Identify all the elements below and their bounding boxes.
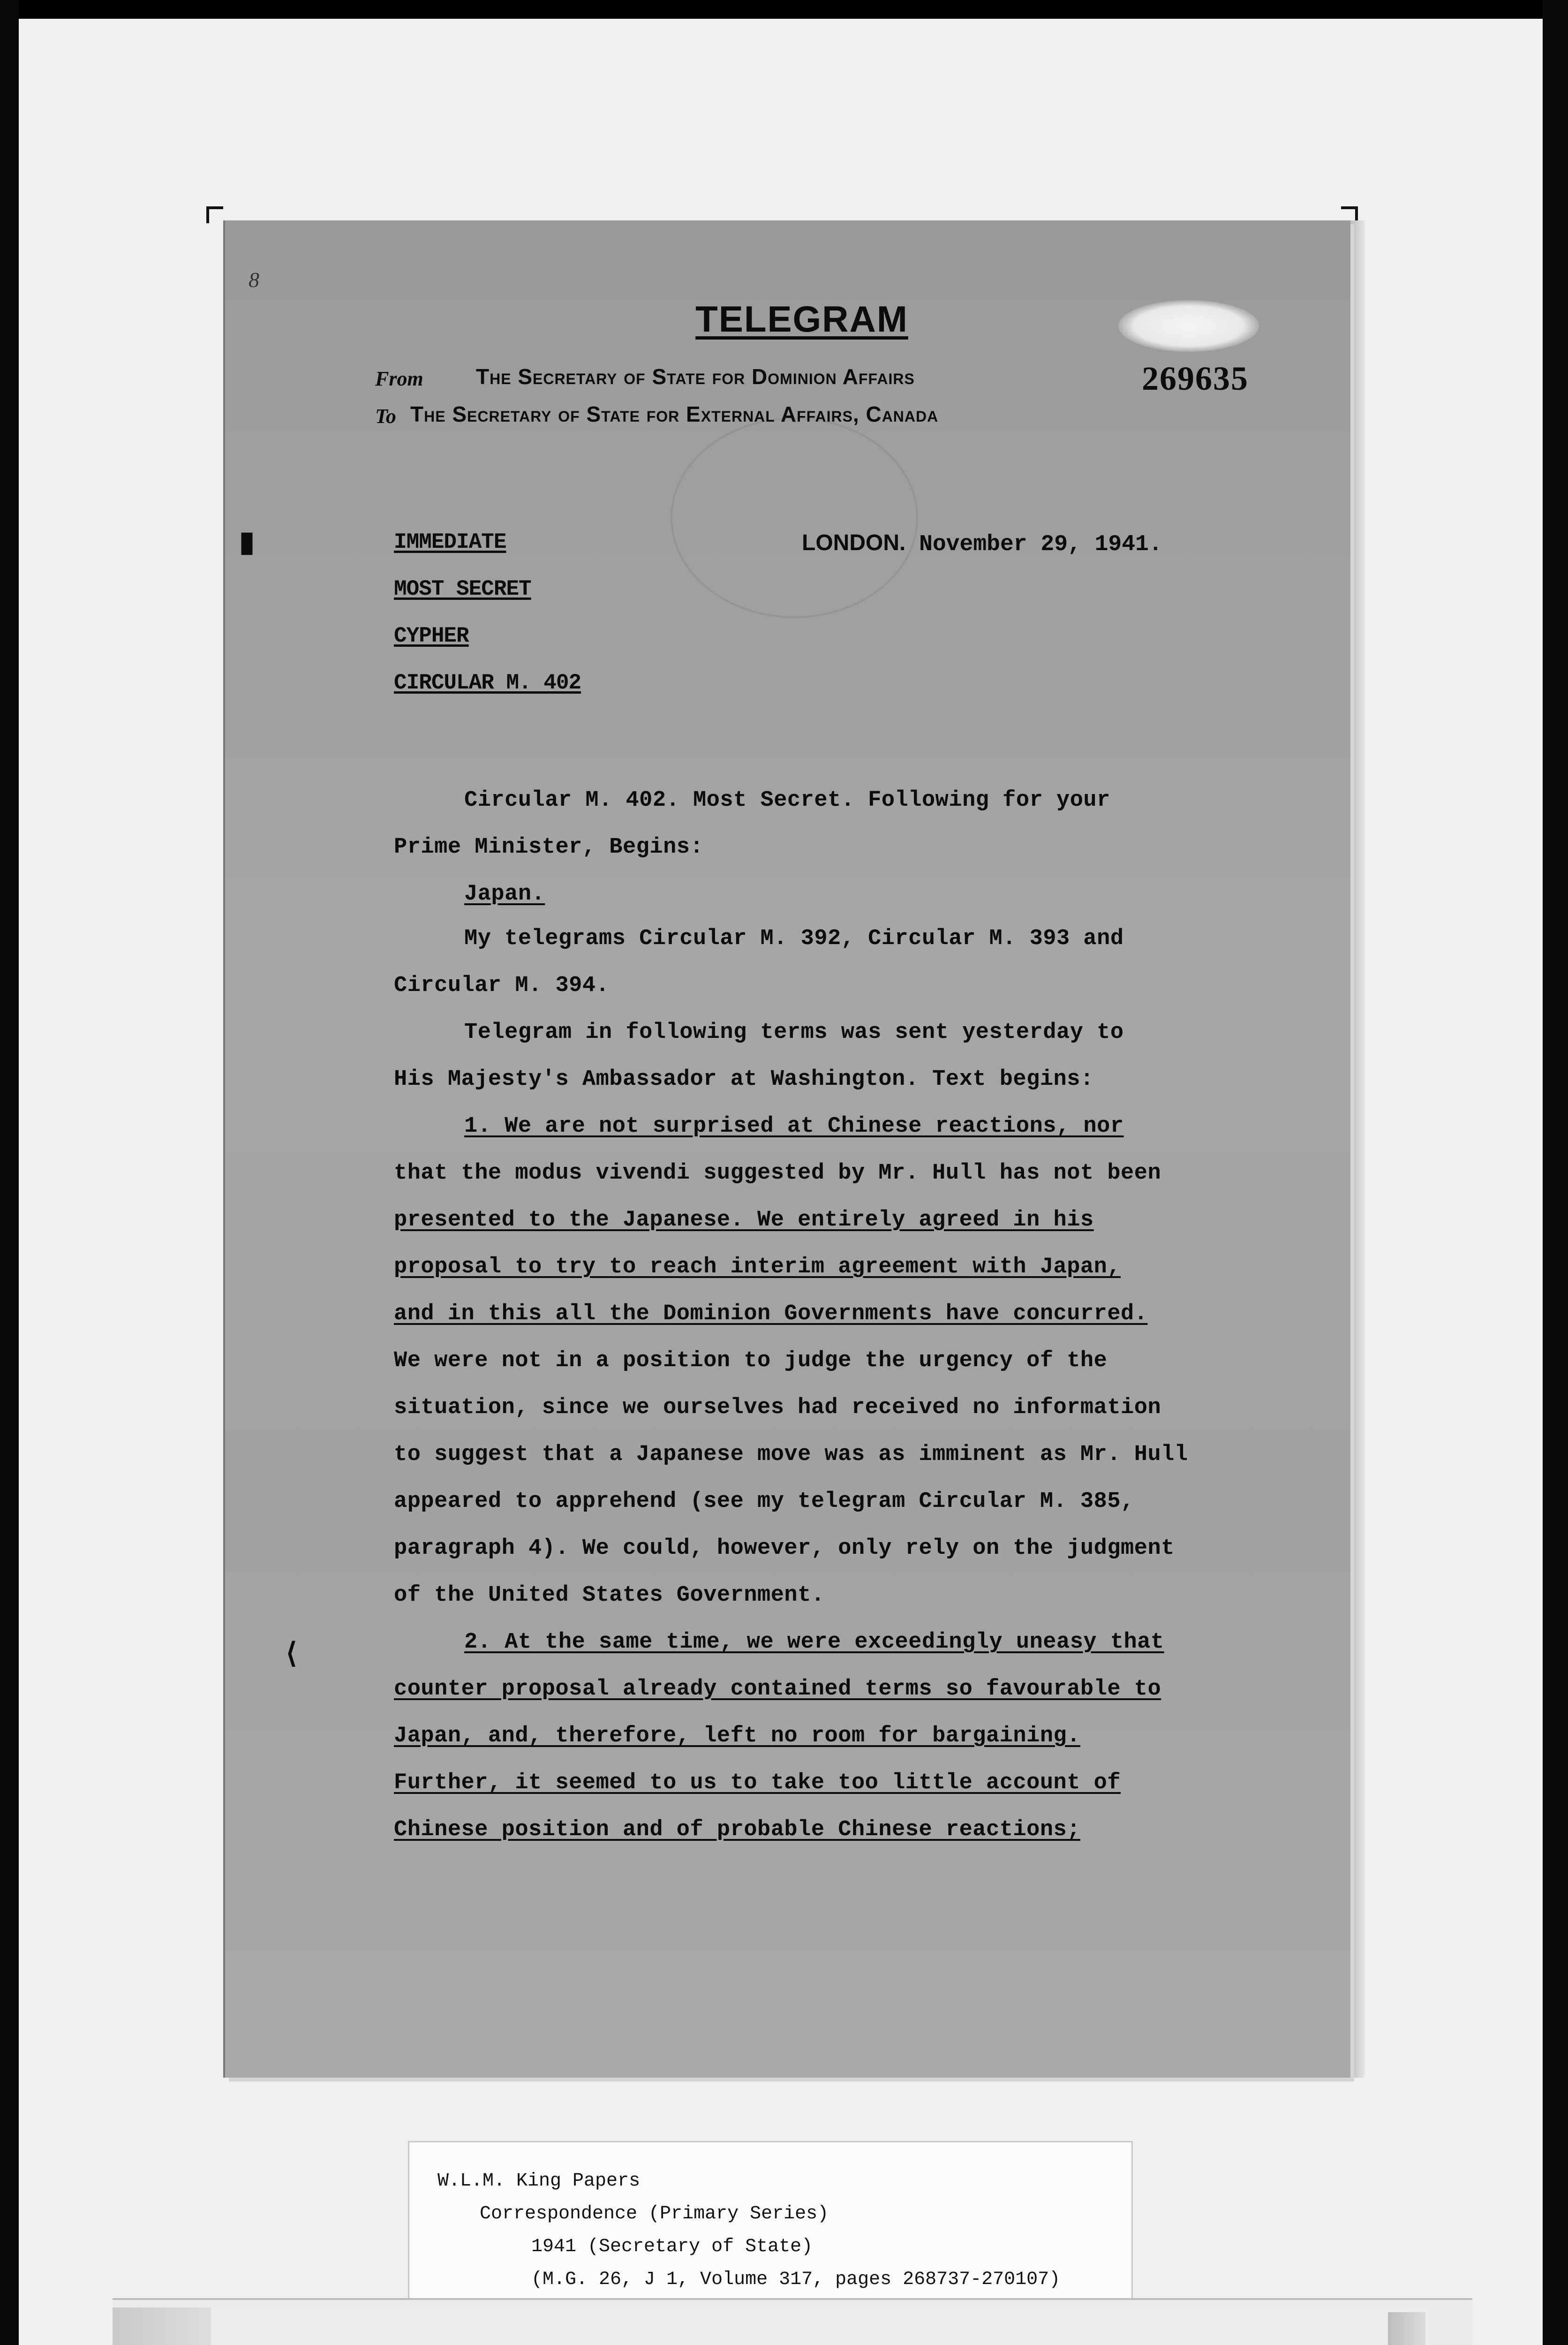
archives-card xyxy=(113,2298,1472,2345)
body-line: Circular M. 394. xyxy=(394,973,610,998)
margin-mark: ▮ xyxy=(239,528,255,560)
body-line: His Majesty's Ambassador at Washington. Text begins: xyxy=(394,1067,1094,1092)
body-line: that the modus vivendi suggested by Mr. Hull has not been xyxy=(394,1161,1161,1186)
dateline-city: LONDON. xyxy=(802,530,906,555)
body-line: Prime Minister, Begins: xyxy=(394,835,704,860)
reference-slip xyxy=(408,2141,1133,2317)
pencil-note: 8 xyxy=(249,268,259,292)
slip-line: W.L.M. King Papers xyxy=(437,2171,641,2192)
body-line: We were not in a position to judge the urgency of the xyxy=(394,1348,1108,1373)
from-label: From xyxy=(375,367,423,390)
body-line: to suggest that a Japanese move was as imminent as Mr. Hull xyxy=(394,1442,1188,1467)
body-line: and in this all the Dominion Governments have concurred. xyxy=(394,1301,1148,1326)
dateline-date: November 29, 1941. xyxy=(919,532,1162,557)
card-bracket-right xyxy=(1388,2312,1425,2345)
film-edge-left xyxy=(0,0,19,2345)
body-line: paragraph 4). We could, however, only rely on the judgment xyxy=(394,1536,1175,1561)
film-edge-right xyxy=(1543,0,1568,2345)
body-line: Chinese position and of probable Chinese reactions; xyxy=(394,1817,1080,1842)
flag-immediate: IMMEDIATE xyxy=(394,530,506,554)
body-line: 2. At the same time, we were exceedingly uneasy that xyxy=(464,1630,1164,1655)
slip-line: (M.G. 26, J 1, Volume 317, pages 268737-270107) xyxy=(531,2269,1061,2290)
flag-circular: CIRCULAR M. 402 xyxy=(394,671,581,695)
slip-line: Correspondence (Primary Series) xyxy=(480,2203,829,2224)
body-subject: Japan. xyxy=(464,882,545,907)
body-line: Circular M. 402. Most Secret. Following for your xyxy=(464,788,1110,813)
body-line: Telegram in following terms was sent yesterday to xyxy=(464,1020,1124,1045)
watermark-seal xyxy=(671,417,918,618)
body-line: appeared to apprehend (see my telegram Circular M. 385, xyxy=(394,1489,1134,1514)
archives-card-face xyxy=(211,2305,1430,2345)
paper-edge-shadow xyxy=(1350,220,1364,2078)
to-label: To xyxy=(375,405,396,428)
body-line: proposal to try to reach interim agreement with Japan, xyxy=(394,1255,1121,1279)
to-text: The Secretary of State for External Affairs, Canada xyxy=(410,402,939,426)
card-bracket-left xyxy=(113,2307,211,2345)
body-line: situation, since we ourselves had received no information xyxy=(394,1395,1161,1420)
crop-mark-top-left xyxy=(206,206,223,223)
body-line: My telegrams Circular M. 392, Circular M. 393 and xyxy=(464,926,1124,951)
erased-stamp-patch xyxy=(1118,300,1259,352)
from-text: The Secretary of State for Dominion Affairs xyxy=(476,364,915,389)
margin-mark: ⟨ xyxy=(286,1640,297,1672)
reference-number: 269635 xyxy=(1142,360,1249,397)
slip-line: 1941 (Secretary of State) xyxy=(531,2236,813,2257)
body-line: counter proposal already contained terms so favourable to xyxy=(394,1677,1161,1702)
body-line: Further, it seemed to us to take too little account of xyxy=(394,1770,1121,1795)
flag-cypher: CYPHER xyxy=(394,624,469,648)
flag-most-secret: MOST SECRET xyxy=(394,577,531,601)
body-line: Japan, and, therefore, left no room for bargaining. xyxy=(394,1724,1080,1748)
dateline xyxy=(802,530,1162,557)
telegram-page xyxy=(225,220,1350,2078)
body-line: of the United States Government. xyxy=(394,1583,825,1608)
telegram-title: TELEGRAM xyxy=(695,298,908,340)
body-line: presented to the Japanese. We entirely agreed in his xyxy=(394,1208,1094,1233)
body-line: 1. We are not surprised at Chinese reactions, nor xyxy=(464,1114,1124,1139)
